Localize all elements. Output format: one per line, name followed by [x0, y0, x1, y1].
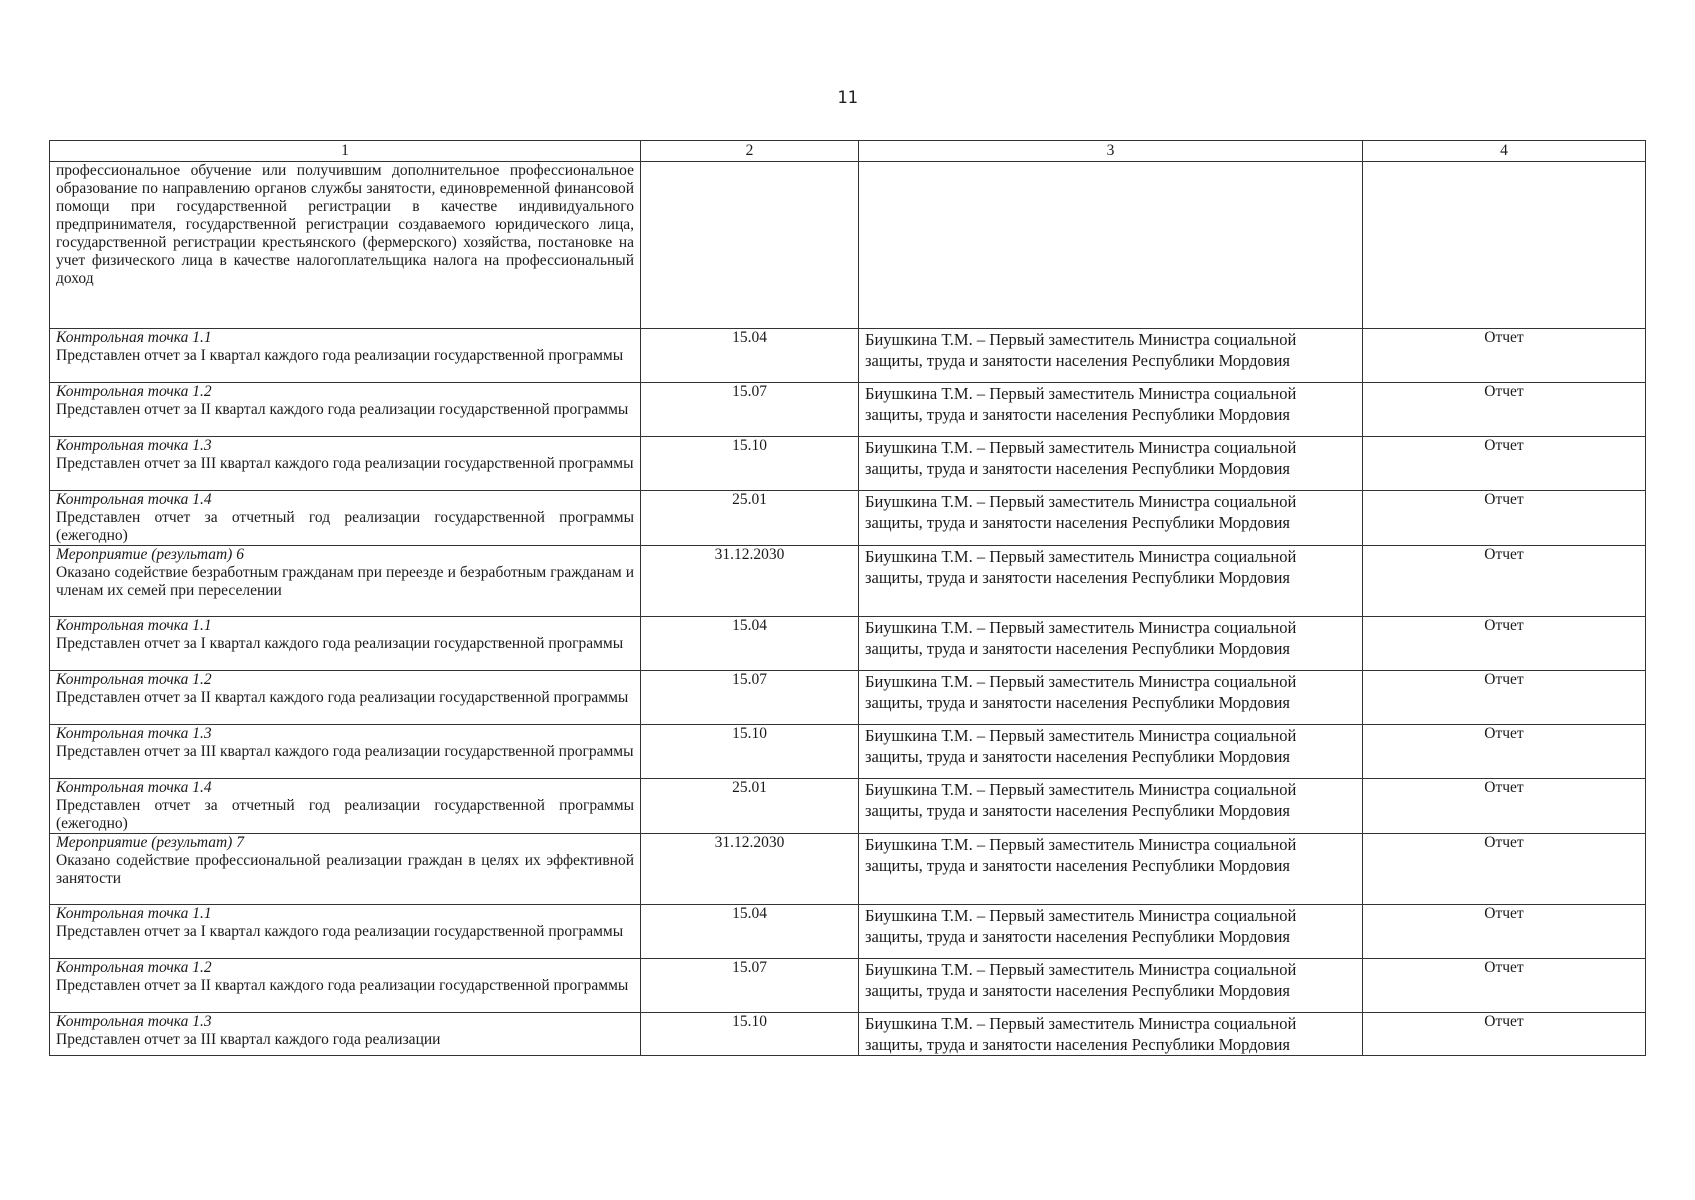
task-text: Представлен отчет за I квартал каждого года реализации государственной программы: [56, 347, 624, 364]
task-title: Контрольная точка 1.3: [56, 1013, 212, 1030]
table-row: [50, 491, 1646, 546]
document-cell: Отчет: [1363, 329, 1646, 383]
task-title: Контрольная точка 1.4: [56, 779, 212, 796]
responsible-cell: Биушкина Т.М. – Первый заместитель Министра социальной защиты, труда и занятости населения Республики Мордовия: [859, 383, 1363, 437]
responsible-cell: Биушкина Т.М. – Первый заместитель Министра социальной защиты, труда и занятости населения Республики Мордовия: [859, 779, 1363, 834]
task-text: Оказано содействие профессиональной реализации граждан в целях их эффективной занятости: [56, 852, 634, 887]
document-cell: Отчет: [1363, 671, 1646, 725]
plan-table: [49, 140, 1646, 1056]
task-text: Представлен отчет за II квартал каждого года реализации государственной программы: [56, 977, 629, 994]
deadline-cell: 31.12.2030: [641, 546, 859, 617]
document-cell: Отчет: [1363, 959, 1646, 1013]
task-title: Мероприятие (результат) 6: [56, 546, 244, 563]
task-cell: [50, 437, 641, 491]
task-text: Оказано содействие безработным гражданам при переезде и безработным гражданам и членам их семей при переселении: [56, 564, 634, 599]
deadline-cell: 15.04: [641, 617, 859, 671]
table-row: [50, 437, 1646, 491]
document-cell: Отчет: [1363, 383, 1646, 437]
task-title: Контрольная точка 1.3: [56, 437, 212, 454]
responsible-cell: Биушкина Т.М. – Первый заместитель Министра социальной защиты, труда и занятости населения Республики Мордовия: [859, 491, 1363, 546]
responsible-cell: Биушкина Т.М. – Первый заместитель Министра социальной защиты, труда и занятости населения Республики Мордовия: [859, 959, 1363, 1013]
task-cell: [50, 725, 641, 779]
task-cell: [50, 329, 641, 383]
document-cell: Отчет: [1363, 437, 1646, 491]
table-row: [50, 959, 1646, 1013]
deadline-cell: 15.10: [641, 1013, 859, 1056]
task-title: Контрольная точка 1.4: [56, 491, 212, 508]
table-row: [50, 329, 1646, 383]
task-cell: [50, 779, 641, 834]
document-cell: Отчет: [1363, 905, 1646, 959]
task-cell: [50, 617, 641, 671]
task-text: Представлен отчет за отчетный год реализации государственной программы (ежегодно): [56, 797, 634, 832]
task-cell: [50, 834, 641, 905]
intro-responsible-cell: [859, 162, 1363, 329]
column-header-2: 2: [641, 141, 859, 162]
intro-date-cell: [641, 162, 859, 329]
task-text: Представлен отчет за I квартал каждого года реализации государственной программы: [56, 635, 624, 652]
table-row: [50, 779, 1646, 834]
task-text: Представлен отчет за III квартал каждого года реализации государственной программы: [56, 743, 634, 760]
document-cell: Отчет: [1363, 834, 1646, 905]
intro-doc-cell: [1363, 162, 1646, 329]
table-row: [50, 905, 1646, 959]
task-cell: [50, 383, 641, 437]
deadline-cell: 15.10: [641, 725, 859, 779]
table-row-intro: [50, 162, 1646, 329]
responsible-cell: Биушкина Т.М. – Первый заместитель Министра социальной защиты, труда и занятости населения Республики Мордовия: [859, 905, 1363, 959]
task-text: Представлен отчет за II квартал каждого года реализации государственной программы: [56, 689, 629, 706]
task-cell: [50, 905, 641, 959]
task-title: Контрольная точка 1.2: [56, 671, 212, 688]
table-row: [50, 1013, 1646, 1056]
table-row: [50, 617, 1646, 671]
deadline-cell: 25.01: [641, 779, 859, 834]
document-cell: Отчет: [1363, 779, 1646, 834]
responsible-cell: Биушкина Т.М. – Первый заместитель Министра социальной защиты, труда и занятости населения Республики Мордовия: [859, 1013, 1363, 1056]
deadline-cell: 15.07: [641, 671, 859, 725]
responsible-cell: Биушкина Т.М. – Первый заместитель Министра социальной защиты, труда и занятости населения Республики Мордовия: [859, 725, 1363, 779]
deadline-cell: 15.07: [641, 383, 859, 437]
responsible-cell: Биушкина Т.М. – Первый заместитель Министра социальной защиты, труда и занятости населения Республики Мордовия: [859, 329, 1363, 383]
document-cell: Отчет: [1363, 617, 1646, 671]
responsible-cell: Биушкина Т.М. – Первый заместитель Министра социальной защиты, труда и занятости населения Республики Мордовия: [859, 546, 1363, 617]
task-title: Контрольная точка 1.1: [56, 905, 212, 922]
deadline-cell: 15.10: [641, 437, 859, 491]
table-row: [50, 546, 1646, 617]
deadline-cell: 31.12.2030: [641, 834, 859, 905]
deadline-cell: 15.07: [641, 959, 859, 1013]
document-cell: Отчет: [1363, 1013, 1646, 1056]
task-title: Контрольная точка 1.2: [56, 959, 212, 976]
task-text: Представлен отчет за II квартал каждого года реализации государственной программы: [56, 401, 629, 418]
table-row: [50, 834, 1646, 905]
task-text: Представлен отчет за отчетный год реализации государственной программы (ежегодно): [56, 509, 634, 544]
task-cell: [50, 671, 641, 725]
document-cell: Отчет: [1363, 546, 1646, 617]
header-row: [50, 141, 1646, 162]
task-title: Контрольная точка 1.3: [56, 725, 212, 742]
intro-text: профессиональное обучение или получившим дополнительное профессиональное образование по направлению органов службы занятости, единовременной финансовой помощи при государственной регистрации в качестве индивидуального предпринимателя, государственной регистрации создаваемого юридического лица, государственной регистрации крестьянского (фермерского) хозяйства, постановке на учет физического лица в качестве налогоплательщика налога на профессиональный доход: [50, 162, 641, 329]
task-title: Мероприятие (результат) 7: [56, 834, 244, 851]
responsible-cell: Биушкина Т.М. – Первый заместитель Министра социальной защиты, труда и занятости населения Республики Мордовия: [859, 834, 1363, 905]
table-row: [50, 671, 1646, 725]
task-text: Представлен отчет за I квартал каждого года реализации государственной программы: [56, 923, 624, 940]
document-cell: Отчет: [1363, 725, 1646, 779]
table-row: [50, 383, 1646, 437]
task-title: Контрольная точка 1.1: [56, 617, 212, 634]
task-text: Представлен отчет за III квартал каждого года реализации государственной программы: [56, 455, 634, 472]
table-row: [50, 725, 1646, 779]
task-title: Контрольная точка 1.1: [56, 329, 212, 346]
task-title: Контрольная точка 1.2: [56, 383, 212, 400]
column-header-3: 3: [859, 141, 1363, 162]
page-number: 11: [837, 88, 858, 108]
responsible-cell: Биушкина Т.М. – Первый заместитель Министра социальной защиты, труда и занятости населения Республики Мордовия: [859, 671, 1363, 725]
deadline-cell: 15.04: [641, 905, 859, 959]
document-cell: Отчет: [1363, 491, 1646, 546]
task-cell: [50, 491, 641, 546]
deadline-cell: 15.04: [641, 329, 859, 383]
column-header-4: 4: [1363, 141, 1646, 162]
deadline-cell: 25.01: [641, 491, 859, 546]
responsible-cell: Биушкина Т.М. – Первый заместитель Министра социальной защиты, труда и занятости населения Республики Мордовия: [859, 437, 1363, 491]
responsible-cell: Биушкина Т.М. – Первый заместитель Министра социальной защиты, труда и занятости населения Республики Мордовия: [859, 617, 1363, 671]
task-text: Представлен отчет за III квартал каждого года реализации: [56, 1031, 441, 1048]
column-header-1: 1: [50, 141, 641, 162]
task-cell: [50, 546, 641, 617]
task-cell: [50, 1013, 641, 1056]
task-cell: [50, 959, 641, 1013]
